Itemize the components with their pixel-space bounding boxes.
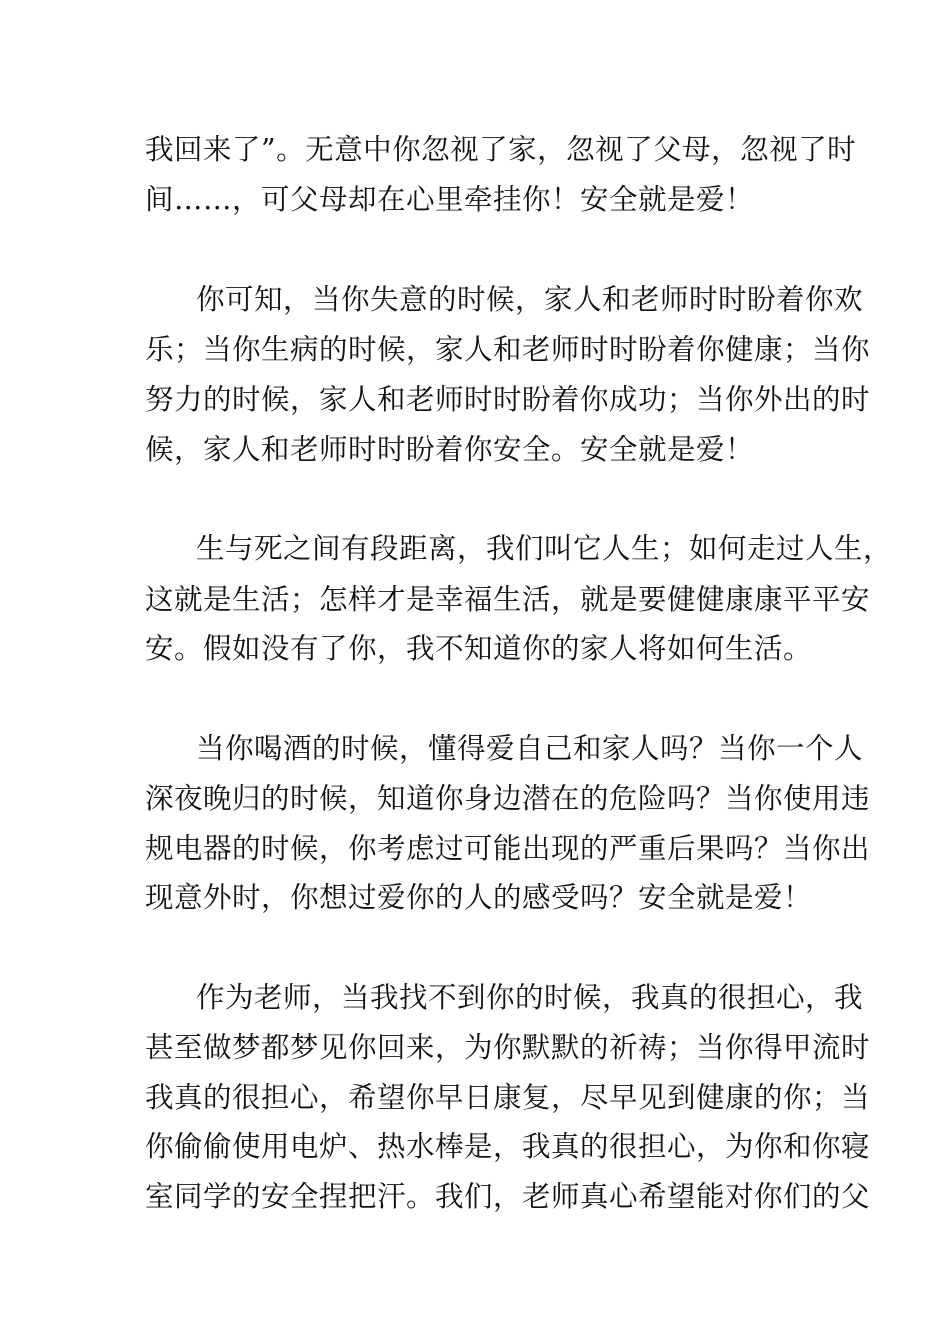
paragraph-5-line-5: 室同学的安全捏把汗。我们，老师真心希望能对你们的父 <box>145 1180 871 1213</box>
paragraph-2-line-4: 候，家人和老师时时盼着你安全。安全就是爱！ <box>145 433 755 466</box>
paragraph-2-line-1: 你可知，当你失意的时候，家人和老师时时盼着你欢 <box>196 283 864 316</box>
paragraph-1-line-1: 我回来了”。无意中你忽视了家，忽视了父母，忽视了时 <box>145 133 857 166</box>
paragraph-5-line-3: 我真的很担心，希望你早日康复，尽早见到健康的你；当 <box>145 1081 871 1114</box>
paragraph-2-line-2: 乐；当你生病的时候，家人和老师时时盼着你健康；当你 <box>145 333 871 366</box>
paragraph-5-line-4: 你偷偷使用电炉、热水棒是，我真的很担心，为你和你寝 <box>145 1130 871 1163</box>
paragraph-2-line-3: 努力的时候，家人和老师时时盼着你成功；当你外出的时 <box>145 383 871 416</box>
paragraph-3-line-1: 生与死之间有段距离，我们叫它人生；如何走过人生， <box>196 532 893 565</box>
paragraph-5-line-2: 甚至做梦都梦见你回来，为你默默的祈祷；当你得甲流时 <box>145 1031 871 1064</box>
paragraph-5-line-1: 作为老师，当我找不到你的时候，我真的很担心，我 <box>196 981 864 1014</box>
paragraph-4-line-2: 深夜晚归的时候，知道你身边潜在的危险吗？当你使用违 <box>145 782 871 815</box>
paragraph-3-line-3: 安。假如没有了你，我不知道你的家人将如何生活。 <box>145 632 813 665</box>
paragraph-3-line-2: 这就是生活；怎样才是幸福生活，就是要健健康康平平安 <box>145 583 871 616</box>
paragraph-4-line-1: 当你喝酒的时候，懂得爱自己和家人吗？当你一个人 <box>196 732 864 765</box>
paragraph-1-line-2: 间……，可父母却在心里牵挂你！安全就是爱！ <box>145 183 755 216</box>
paragraph-4-line-3: 规电器的时候，你考虑过可能出现的严重后果吗？当你出 <box>145 832 871 865</box>
paragraph-4-line-4: 现意外时，你想过爱你的人的感受吗？安全就是爱！ <box>145 881 813 914</box>
